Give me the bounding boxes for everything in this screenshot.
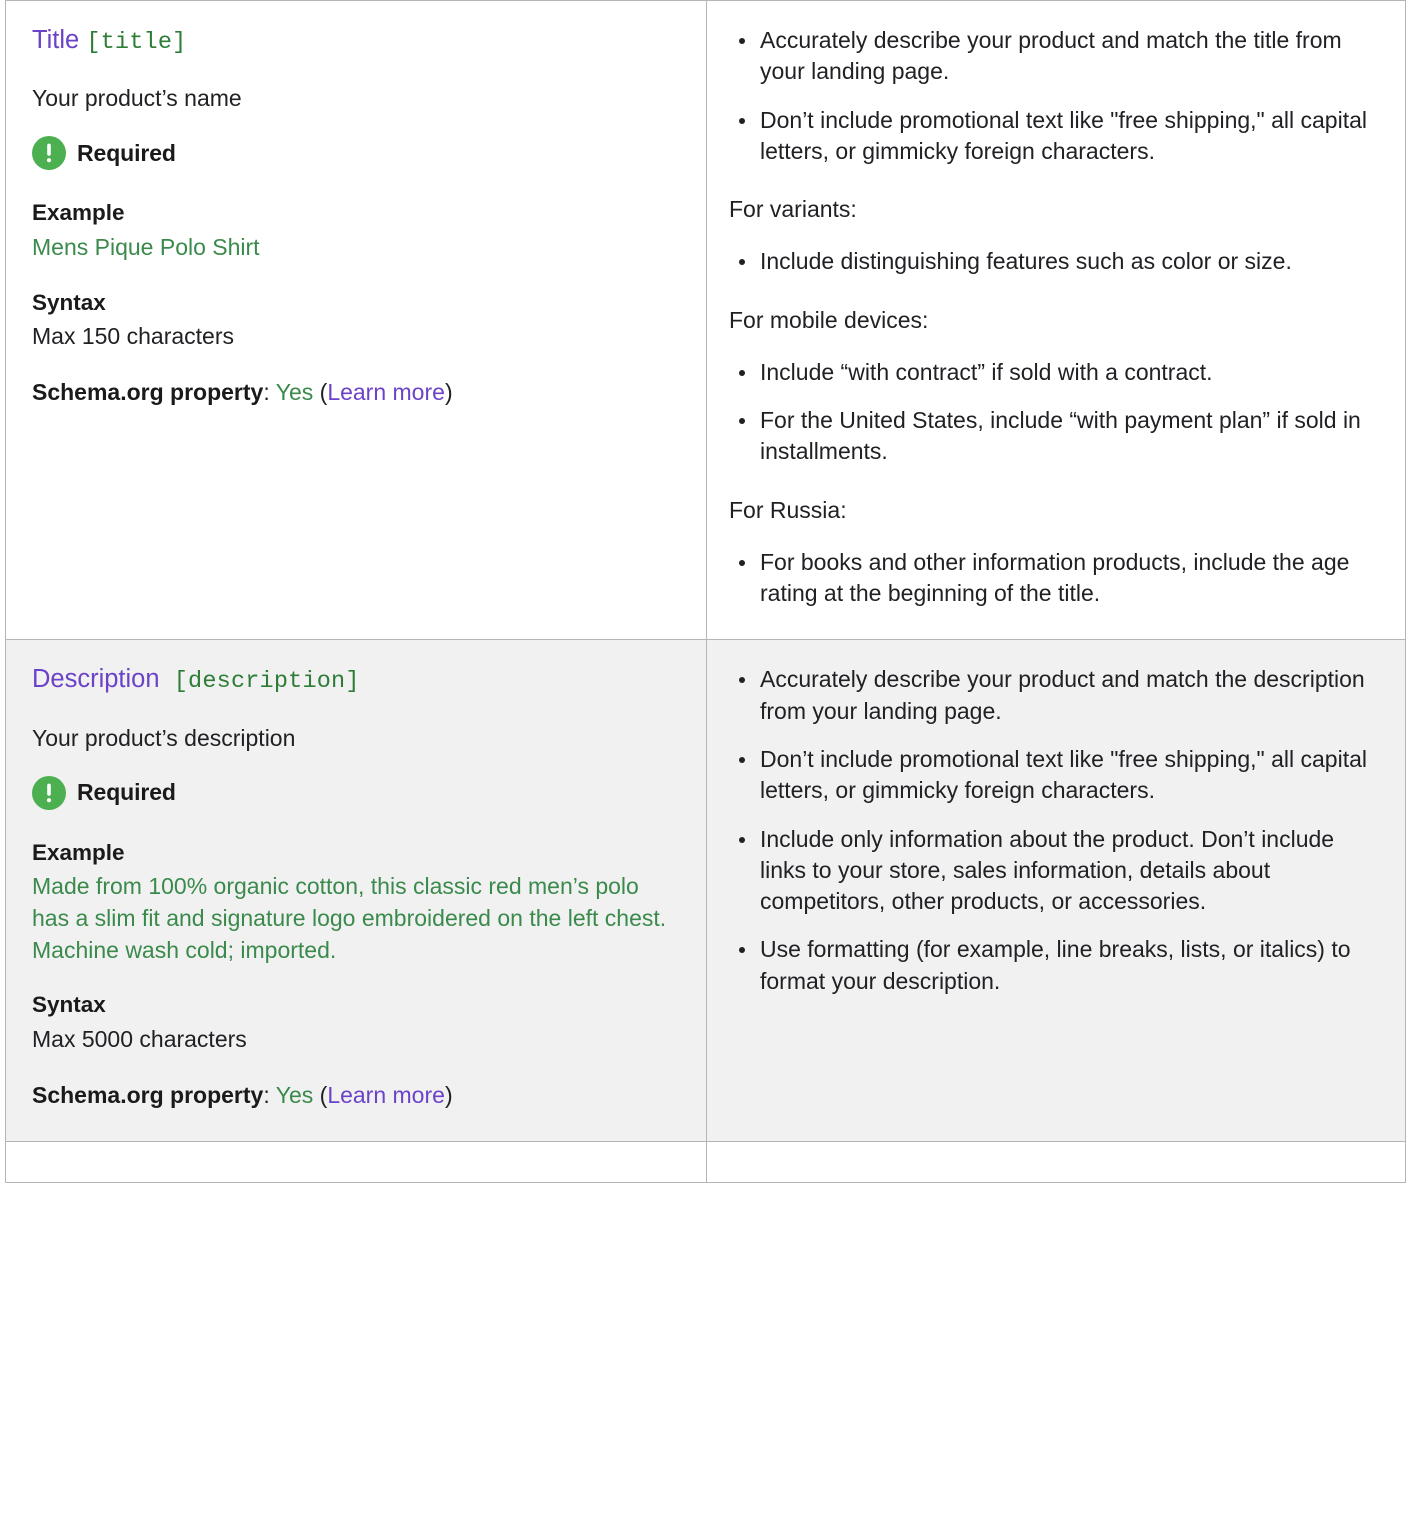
list-item: Accurately describe your product and match the description from your landing page. <box>729 664 1375 727</box>
list-item: Don’t include promotional text like "free shipping," all capital letters, or gimmicky foreign characters. <box>729 744 1375 807</box>
guidance-group-intro: For mobile devices: <box>729 306 929 333</box>
example-label: Example <box>32 839 125 865</box>
schema-org-property-line <box>32 1080 678 1112</box>
product-spec-table <box>5 0 1406 1183</box>
list-item: Use formatting (for example, line breaks, lists, or italics) to format your description. <box>729 934 1375 997</box>
list-item: For books and other information products, include the age rating at the beginning of the title. <box>729 547 1375 610</box>
guidance-cell <box>707 640 1406 1142</box>
exclamation-circle-icon <box>32 136 66 170</box>
syntax-block <box>32 990 678 1055</box>
schema-paren-open: ( <box>313 1081 328 1108</box>
list-item: Accurately describe your product and match the title from your landing page. <box>729 25 1375 88</box>
status-badge <box>32 136 678 170</box>
list-item: For the United States, include “with payment plan” if sold in installments. <box>729 405 1375 468</box>
syntax-value: Max 150 characters <box>32 322 234 349</box>
field-heading <box>32 25 678 57</box>
list-item: Include “with contract” if sold with a contract. <box>729 357 1375 388</box>
guidance-primary-list <box>729 25 1375 167</box>
required-label: Required <box>77 779 176 806</box>
guidance-group-intro: For variants: <box>729 196 857 223</box>
example-value: Made from 100% organic cotton, this classic red men’s polo has a slim fit and signature logo embroidered on the left chest. Machine wash cold; imported. <box>32 873 667 963</box>
guidance-group-variants <box>729 194 1375 278</box>
syntax-value: Max 5000 characters <box>32 1025 247 1052</box>
field-heading <box>32 664 678 696</box>
field-name-link[interactable]: Description <box>32 665 160 694</box>
example-value: Mens Pique Polo Shirt <box>32 233 260 260</box>
guidance-group-intro: For Russia: <box>729 496 847 523</box>
attribute-cell <box>6 640 707 1142</box>
syntax-label: Syntax <box>32 992 106 1018</box>
schema-separator: : <box>263 378 276 405</box>
exclamation-circle-icon <box>32 776 66 810</box>
field-name-link[interactable]: Title <box>32 26 80 54</box>
attribute-cell <box>6 1 707 640</box>
example-block <box>32 198 678 263</box>
schema-separator: : <box>263 1081 276 1108</box>
guidance-primary-list <box>729 664 1375 996</box>
field-description: Your product’s name <box>32 85 242 112</box>
field-code: [description] <box>173 668 360 696</box>
example-block <box>32 838 678 967</box>
list-item: Include only information about the product. Don’t include links to your store, sales information, details about competitors, other products, or accessories. <box>729 824 1375 918</box>
guidance-group-list <box>729 357 1375 468</box>
example-label: Example <box>32 200 125 226</box>
schema-value: Yes <box>275 378 314 405</box>
guidance-cell <box>707 1 1406 640</box>
schema-label: Schema.org property <box>32 378 264 405</box>
schema-paren-open: ( <box>313 378 328 405</box>
table-row-next <box>6 1142 1406 1183</box>
list-item: Don’t include promotional text like "free shipping," all capital letters, or gimmicky foreign characters. <box>729 105 1375 168</box>
guidance-group-list <box>729 547 1375 610</box>
schema-paren-close: ) <box>444 378 453 405</box>
guidance-group-mobile <box>729 305 1375 468</box>
learn-more-link[interactable]: Learn more <box>327 378 445 405</box>
schema-org-property-line <box>32 377 678 409</box>
list-item: Include distinguishing features such as color or size. <box>729 246 1375 277</box>
learn-more-link[interactable]: Learn more <box>327 1081 445 1108</box>
field-code: [title] <box>86 29 187 56</box>
guidance-group-list <box>729 246 1375 277</box>
required-label: Required <box>77 139 176 166</box>
field-description: Your product’s description <box>32 724 296 751</box>
attribute-cell-next <box>6 1142 707 1183</box>
table-row <box>6 640 1406 1142</box>
schema-value: Yes <box>275 1081 314 1108</box>
status-badge <box>32 776 678 810</box>
guidance-group-russia <box>729 495 1375 610</box>
table-row <box>6 1 1406 640</box>
syntax-block <box>32 288 678 353</box>
syntax-label: Syntax <box>32 289 106 315</box>
schema-paren-close: ) <box>444 1081 453 1108</box>
guidance-cell-next <box>707 1142 1406 1183</box>
schema-label: Schema.org property <box>32 1081 264 1108</box>
